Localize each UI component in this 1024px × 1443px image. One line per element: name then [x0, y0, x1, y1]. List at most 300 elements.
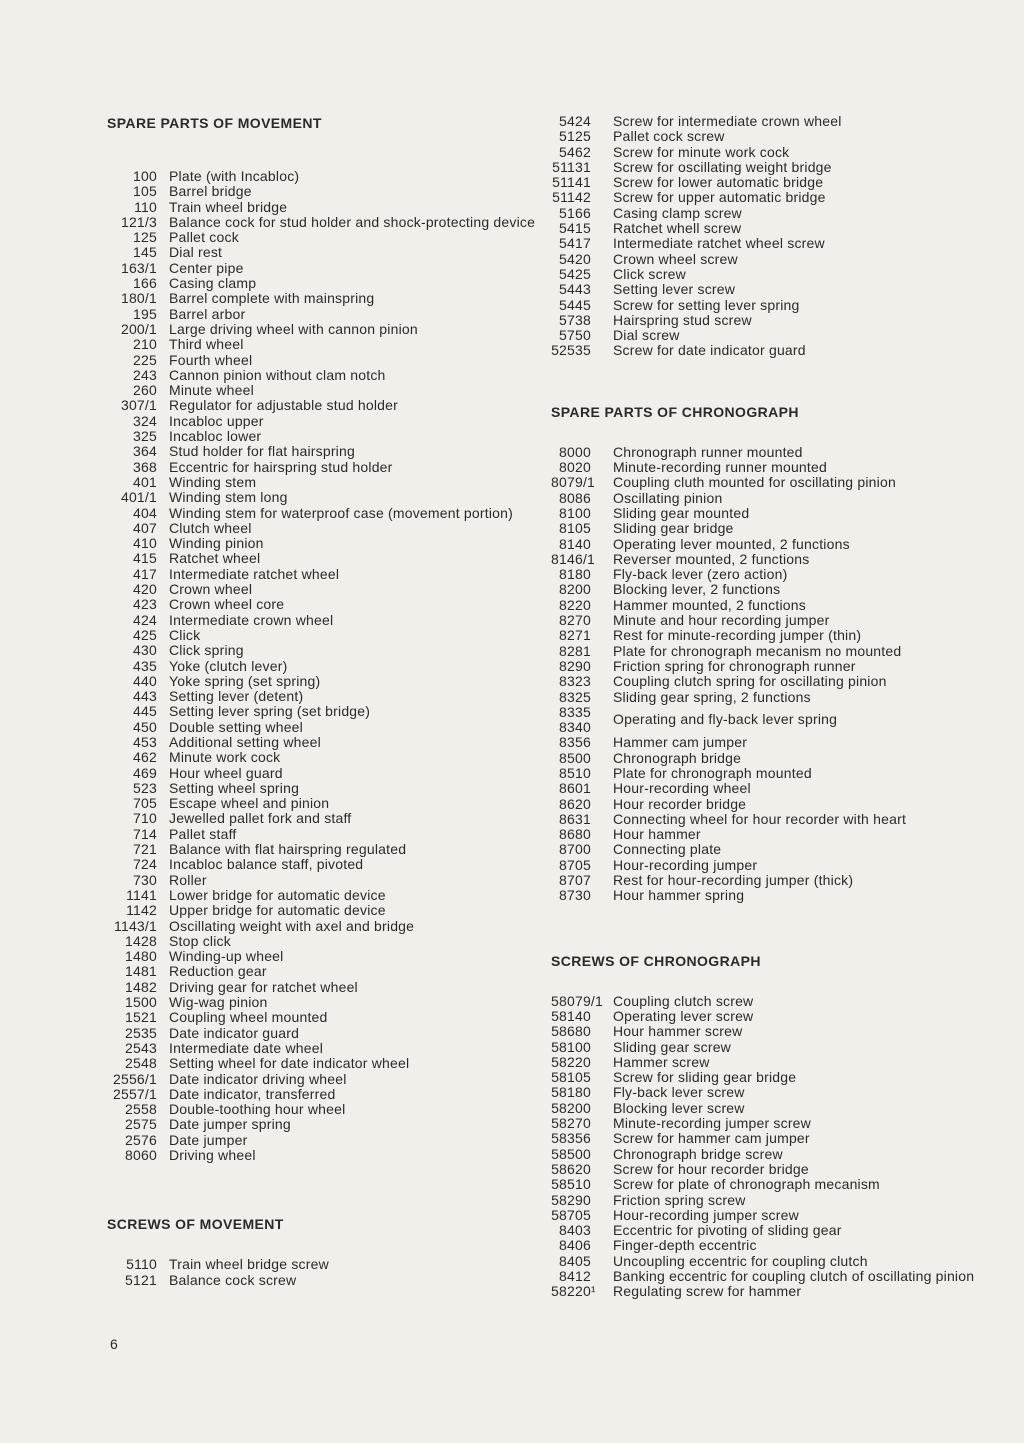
list-item	[551, 1238, 991, 1253]
part-description: Blocking lever screw	[613, 1099, 745, 1116]
part-number: 8510	[559, 764, 591, 781]
part-number: 8705	[559, 856, 591, 873]
screws-movement-list	[107, 1257, 547, 1288]
part-number: 5420	[559, 250, 591, 267]
part-number: 5125	[559, 128, 591, 145]
part-description: Hour wheel guard	[169, 764, 283, 781]
part-number: 415	[133, 550, 157, 567]
part-number: 58140	[551, 1007, 591, 1024]
part-number: 52535	[551, 342, 591, 359]
part-description: Intermediate date wheel	[169, 1039, 324, 1056]
list-item	[107, 1257, 547, 1272]
part-description: Setting wheel for date indicator wheel	[169, 1055, 410, 1072]
part-number: 453	[133, 733, 157, 750]
list-item	[551, 298, 991, 313]
part-description: Clutch wheel	[169, 519, 252, 536]
list-item	[107, 659, 547, 674]
part-number: 58079/1	[551, 992, 604, 1009]
list-item	[551, 598, 991, 613]
part-number: 58510	[551, 1176, 591, 1193]
part-description: Driving gear for ratchet wheel	[169, 978, 358, 995]
list-item	[107, 551, 547, 566]
part-number: 450	[133, 718, 157, 735]
list-item	[551, 114, 991, 129]
list-item	[551, 1101, 991, 1116]
part-description: Reduction gear	[169, 963, 267, 980]
part-number: 325	[133, 428, 157, 445]
part-description: Date jumper	[169, 1131, 248, 1148]
part-description: Balance with flat hairspring regulated	[169, 841, 407, 858]
part-number: 8405	[559, 1252, 591, 1269]
part-number: 8406	[559, 1237, 591, 1254]
list-item	[551, 537, 991, 552]
part-number: 714	[133, 825, 157, 842]
part-description: Screw for oscillating weight bridge	[613, 158, 832, 175]
part-number: 420	[133, 581, 157, 598]
part-number: 443	[133, 688, 157, 705]
part-description: Setting lever spring (set bridge)	[169, 703, 371, 720]
list-item	[107, 261, 547, 276]
part-description: Wig-wag pinion	[169, 994, 268, 1011]
part-description: Dial screw	[613, 327, 680, 344]
part-description: Casing clamp	[169, 275, 257, 292]
part-description: Winding-up wheel	[169, 948, 284, 965]
list-item	[107, 230, 547, 245]
part-description: Lower bridge for automatic device	[169, 886, 386, 903]
part-description: Screw for upper automatic bridge	[613, 189, 826, 206]
part-description: Screw for plate of chronograph mecanism	[613, 1176, 880, 1193]
part-description: Regulator for adjustable stud holder	[169, 397, 399, 414]
list-item	[551, 1284, 991, 1299]
part-description: Barrel bridge	[169, 183, 252, 200]
list-item	[107, 1102, 547, 1117]
part-number: 462	[133, 749, 157, 766]
part-description: Plate for chronograph mecanism no mounted	[613, 642, 902, 659]
list-item	[551, 873, 991, 888]
list-item	[107, 460, 547, 475]
part-number: 51131	[552, 158, 591, 175]
list-item	[107, 567, 547, 582]
part-description: Hour recorder bridge	[613, 795, 747, 812]
part-number: 1500	[125, 994, 157, 1011]
part-number: 1143/1	[114, 917, 157, 934]
list-item	[107, 980, 547, 995]
list-item	[107, 766, 547, 781]
part-description: Large driving wheel with cannon pinion	[169, 320, 418, 337]
part-number: 243	[133, 366, 157, 383]
screws-chronograph-list	[551, 994, 991, 1300]
part-description: Operating lever mounted, 2 functions	[613, 535, 850, 552]
list-item	[551, 674, 991, 689]
part-description: Coupling clutch spring for oscillating pinion	[613, 673, 887, 690]
list-item	[551, 236, 991, 251]
part-description: Winding stem	[169, 473, 257, 490]
list-item	[107, 582, 547, 597]
list-item	[551, 1009, 991, 1024]
part-description: Chronograph bridge	[613, 749, 742, 766]
part-number: 1481	[125, 963, 157, 980]
part-number: 51142	[552, 189, 591, 206]
list-item	[551, 160, 991, 175]
list-item	[107, 1010, 547, 1025]
list-item	[551, 735, 991, 750]
part-number: 1521	[125, 1009, 157, 1026]
list-item	[107, 643, 547, 658]
part-description: Fourth wheel	[169, 351, 253, 368]
list-item	[551, 175, 991, 190]
part-number: 2543	[125, 1039, 157, 1056]
list-item	[107, 245, 547, 260]
part-number: 435	[133, 657, 157, 674]
list-item	[551, 221, 991, 236]
part-number: 401/1	[120, 489, 157, 506]
list-item	[551, 1070, 991, 1085]
part-description: Center pipe	[169, 259, 244, 276]
part-number: 58200	[551, 1099, 591, 1116]
part-number: 2558	[125, 1101, 157, 1118]
part-number: 58220¹	[551, 1283, 596, 1300]
list-item	[551, 1193, 991, 1208]
part-number: 8631	[559, 810, 591, 827]
list-item	[107, 964, 547, 979]
page-number: 6	[110, 1336, 118, 1352]
list-item	[107, 322, 547, 337]
part-description: Sliding gear mounted	[613, 504, 750, 521]
part-description: Plate for chronograph mounted	[613, 764, 812, 781]
part-number: 8323	[559, 673, 591, 690]
part-description: Dial rest	[169, 244, 223, 261]
list-item	[551, 582, 991, 597]
list-item	[551, 1223, 991, 1238]
part-description: Operating lever screw	[613, 1007, 754, 1024]
part-description: Hour hammer	[613, 826, 701, 843]
list-item	[107, 919, 547, 934]
list-item	[107, 704, 547, 719]
list-item	[107, 1056, 547, 1071]
list-item	[107, 597, 547, 612]
list-item	[107, 857, 547, 872]
part-description: Rest for hour-recording jumper (thick)	[613, 872, 854, 889]
part-description: Reverser mounted, 2 functions	[613, 550, 810, 567]
part-number: 5445	[559, 296, 591, 313]
list-item	[551, 1055, 991, 1070]
part-description: Minute work cock	[169, 749, 281, 766]
part-description: Minute and hour recording jumper	[613, 612, 830, 629]
part-description: Barrel arbor	[169, 305, 246, 322]
list-item	[551, 644, 991, 659]
part-number: 8335	[559, 703, 591, 720]
part-description: Plate (with Incabloc)	[169, 168, 300, 184]
part-number: 5166	[559, 204, 591, 221]
part-number: 8620	[559, 795, 591, 812]
list-item	[551, 613, 991, 628]
list-item	[551, 282, 991, 297]
list-item	[551, 521, 991, 536]
part-description: Screw for hammer cam jumper	[613, 1130, 810, 1147]
part-description: Winding stem for waterproof case (movement portion)	[169, 504, 513, 521]
part-description: Intermediate ratchet wheel	[169, 565, 340, 582]
list-item	[107, 475, 547, 490]
part-description: Yoke spring (set spring)	[169, 672, 321, 689]
list-item	[551, 751, 991, 766]
list-item	[551, 705, 991, 736]
list-item	[107, 398, 547, 413]
list-item	[107, 353, 547, 368]
list-item	[107, 184, 547, 199]
part-number: 1482	[125, 978, 157, 995]
part-description: Friction spring screw	[613, 1191, 746, 1208]
list-item	[551, 1024, 991, 1039]
list-item	[107, 796, 547, 811]
part-number: 58220	[551, 1053, 591, 1070]
part-description: Sliding gear screw	[613, 1038, 731, 1055]
list-item	[551, 842, 991, 857]
part-description: Pallet staff	[169, 825, 237, 842]
part-description: Screw for setting lever spring	[613, 296, 800, 313]
part-number: 8412	[559, 1268, 591, 1284]
part-number: 8079/1	[551, 474, 596, 491]
part-number: 58356	[551, 1130, 591, 1147]
part-description: Casing clamp screw	[613, 204, 742, 221]
part-description: Coupling cluth mounted for oscillating pinion	[613, 474, 896, 491]
part-description: Hairspring stud screw	[613, 311, 752, 328]
part-description: Hammer screw	[613, 1053, 710, 1070]
part-description: Hour-recording jumper screw	[613, 1206, 799, 1223]
list-item	[551, 690, 991, 705]
right-column	[551, 114, 991, 1300]
part-number: 163/1	[120, 259, 157, 276]
list-item	[107, 337, 547, 352]
part-number: 5110	[126, 1256, 157, 1273]
part-description: Hammer cam jumper	[613, 734, 748, 751]
list-item	[551, 491, 991, 506]
list-item	[551, 1085, 991, 1100]
part-description: Click spring	[169, 642, 244, 659]
part-description: Screw for sliding gear bridge	[613, 1069, 797, 1086]
part-description: Balance cock for stud holder and shock-protecting device	[169, 213, 536, 230]
part-description: Crown wheel core	[169, 596, 285, 613]
list-item	[551, 781, 991, 796]
list-item	[107, 215, 547, 230]
part-number: 5750	[559, 327, 591, 344]
list-item	[107, 1072, 547, 1087]
part-number: 166	[133, 275, 157, 292]
part-number: 401	[133, 473, 157, 490]
part-number: 51141	[552, 174, 591, 191]
list-item	[107, 307, 547, 322]
part-description: Incabloc lower	[169, 428, 262, 445]
part-number: 5443	[559, 281, 591, 298]
list-item	[107, 1087, 547, 1102]
part-description: Third wheel	[169, 336, 244, 353]
part-description: Stop click	[169, 932, 231, 949]
part-number: 404	[133, 504, 157, 521]
list-item	[551, 252, 991, 267]
part-number: 8020	[559, 459, 591, 476]
list-item	[107, 888, 547, 903]
part-description: Date indicator, transferred	[169, 1085, 336, 1102]
part-description: Sliding gear bridge	[613, 520, 734, 537]
part-number: 8700	[559, 841, 591, 858]
part-number: 58105	[551, 1069, 591, 1086]
part-description: Minute wheel	[169, 382, 254, 399]
part-number: 110	[134, 198, 157, 215]
part-description: Regulating screw for hammer	[613, 1283, 802, 1300]
list-item	[107, 934, 547, 949]
part-number: 368	[133, 458, 157, 475]
part-number: 8730	[559, 887, 591, 904]
part-number: 721	[133, 841, 157, 858]
part-number: 8270	[559, 612, 591, 629]
list-item	[551, 145, 991, 160]
part-number: 8290	[559, 657, 591, 674]
list-item	[551, 506, 991, 521]
part-number: 1142	[126, 902, 157, 919]
list-item	[107, 368, 547, 383]
part-number: 324	[133, 412, 157, 429]
list-item	[551, 552, 991, 567]
part-number: 180/1	[120, 290, 157, 307]
section-heading-spare-parts-movement: SPARE PARTS OF MOVEMENT	[107, 115, 322, 131]
list-item	[551, 267, 991, 282]
list-item	[107, 689, 547, 704]
list-item	[551, 827, 991, 842]
part-description: Chronograph bridge screw	[613, 1145, 783, 1162]
part-number: 8707	[559, 872, 591, 889]
part-number: 705	[133, 795, 157, 812]
part-number: 195	[133, 305, 157, 322]
part-number: 100	[133, 168, 157, 184]
part-description: Rest for minute-recording jumper (thin)	[613, 627, 862, 644]
list-item	[107, 1026, 547, 1041]
part-description: Yoke (clutch lever)	[169, 657, 288, 674]
list-item	[107, 1273, 547, 1288]
part-description: Minute-recording jumper screw	[613, 1115, 811, 1132]
list-item	[107, 811, 547, 826]
part-description: Balance cock screw	[169, 1271, 297, 1288]
part-number: 58100	[551, 1038, 591, 1055]
list-item	[551, 1040, 991, 1055]
part-description: Screw for lower automatic bridge	[613, 174, 824, 191]
list-item	[551, 766, 991, 781]
part-number: 210	[133, 336, 157, 353]
part-number: 2548	[125, 1055, 157, 1072]
part-description: Escape wheel and pinion	[169, 795, 330, 812]
part-description: Train wheel bridge screw	[169, 1256, 329, 1273]
part-description: Banking eccentric for coupling clutch of oscillating pinion	[613, 1268, 975, 1284]
part-number: 8281	[559, 642, 591, 659]
part-number: 58680	[551, 1023, 591, 1040]
part-number: 1141	[126, 886, 157, 903]
part-number: 440	[133, 672, 157, 689]
part-number: 307/1	[120, 397, 157, 414]
part-description: Screw for minute work cock	[613, 143, 790, 160]
part-description: Double setting wheel	[169, 718, 303, 735]
list-item	[107, 169, 547, 184]
part-number: 417	[133, 565, 157, 582]
list-item	[551, 1147, 991, 1162]
list-item	[107, 735, 547, 750]
list-item	[551, 1269, 991, 1284]
part-number: 5425	[559, 265, 591, 282]
screws-movement-continued-list	[551, 114, 991, 359]
part-number: 423	[133, 596, 157, 613]
part-description: Screw for date indicator guard	[613, 342, 806, 359]
part-number: 58180	[551, 1084, 591, 1101]
part-number: 8680	[559, 826, 591, 843]
part-number: 8271	[559, 627, 591, 644]
part-number: 5462	[559, 143, 591, 160]
list-item	[107, 903, 547, 918]
part-description: Crown wheel	[169, 581, 253, 598]
list-item	[551, 475, 991, 490]
part-description: Date indicator driving wheel	[169, 1070, 347, 1087]
part-description: Ratchet wheel	[169, 550, 261, 567]
part-number: 445	[133, 703, 157, 720]
part-description: Chronograph runner mounted	[613, 443, 803, 460]
part-description: Sliding gear spring, 2 functions	[613, 688, 811, 705]
list-item	[551, 812, 991, 827]
part-description: Train wheel bridge	[169, 198, 288, 215]
part-number: 724	[133, 856, 157, 873]
part-number: 8601	[559, 780, 591, 797]
list-item	[107, 490, 547, 505]
list-item	[551, 1162, 991, 1177]
part-number: 58705	[551, 1206, 591, 1223]
part-number: 5121	[125, 1271, 157, 1288]
list-item	[107, 781, 547, 796]
list-item	[551, 1208, 991, 1223]
spare-parts-chronograph-list	[551, 445, 991, 904]
part-description: Additional setting wheel	[169, 733, 321, 750]
part-description: Connecting wheel for hour recorder with heart	[613, 810, 907, 827]
list-item	[551, 343, 991, 358]
part-description: Coupling clutch screw	[613, 992, 754, 1009]
list-item	[107, 1148, 547, 1163]
part-description: Crown wheel screw	[613, 250, 738, 267]
part-description: Incabloc upper	[169, 412, 264, 429]
part-number: 8500	[559, 749, 591, 766]
list-item	[551, 567, 991, 582]
list-item	[107, 995, 547, 1010]
list-item	[107, 842, 547, 857]
list-item	[551, 659, 991, 674]
list-item	[551, 858, 991, 873]
part-number: 8220	[559, 596, 591, 613]
part-number: 5417	[559, 235, 591, 252]
list-item	[551, 328, 991, 343]
part-number: 58500	[551, 1145, 591, 1162]
part-description: Roller	[169, 871, 207, 888]
part-number-secondary: 8340	[559, 719, 591, 736]
list-item	[107, 674, 547, 689]
part-description: Stud holder for flat hairspring	[169, 443, 355, 460]
part-number: 407	[133, 519, 157, 536]
part-number: 58270	[551, 1115, 591, 1132]
part-number: 469	[133, 764, 157, 781]
list-item	[551, 888, 991, 903]
part-number: 8060	[125, 1147, 157, 1163]
part-description: Setting lever (detent)	[169, 688, 304, 705]
part-description: Incabloc balance staff, pivoted	[169, 856, 364, 873]
spare-parts-movement-list	[107, 169, 547, 1163]
part-description: Eccentric for hairspring stud holder	[169, 458, 393, 475]
list-item	[107, 200, 547, 215]
list-item	[107, 949, 547, 964]
list-item	[107, 444, 547, 459]
part-description: Friction spring for chronograph runner	[613, 657, 856, 674]
list-item	[107, 750, 547, 765]
